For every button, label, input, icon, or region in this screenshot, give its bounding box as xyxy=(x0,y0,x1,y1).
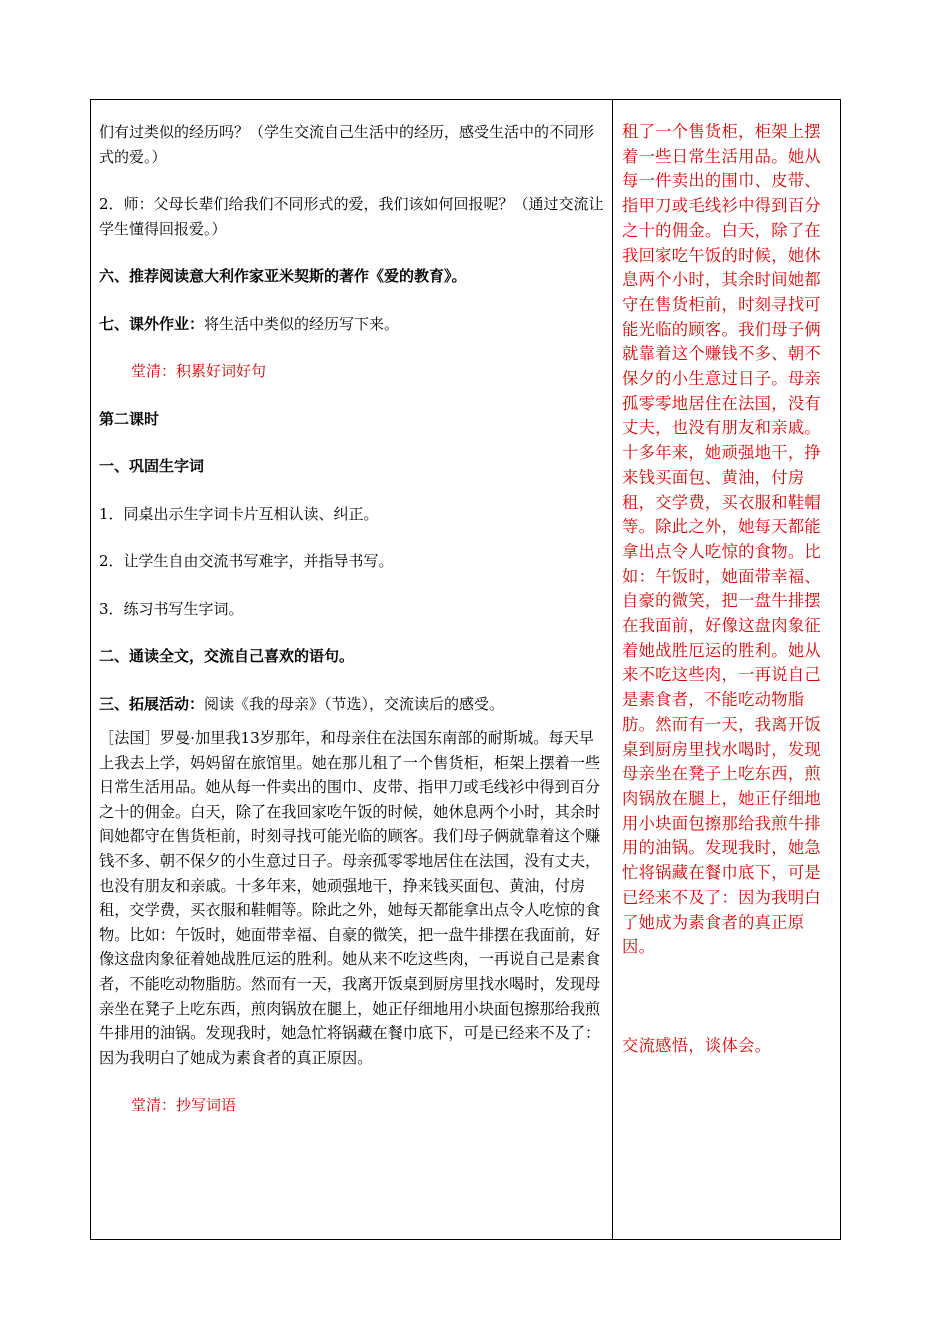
teaching-process-column xyxy=(99,120,605,1118)
right-passage: 租了一个售货柜，柜架上摆着一些日常生活用品。她从每一件卖出的围巾、皮带、指甲刀或毛线衫中得到百分之十的佣金。白天，除了在我回家吃午饭的时候，她休息两个小时，其余时间她都守在售货柜前，时刻寻找可能光临的顾客。我们母子俩就靠着这个赚钱不多、朝不保夕的小生意过日子。母亲孤零零地居住在法国，没有丈夫，也没有朋友和亲戚。十多年来，她顽强地干，挣来钱买面包、黄油，付房租，交学费，买衣服和鞋帽等。除此之外，她每天都能拿出点令人吃惊的食物。比如：午饭时，她面带幸福、自豪的微笑，把一盘牛排摆在我面前，好像这盘肉象征着她战胜厄运的胜利。她从来不吃这些肉，一再说自己是素食者，不能吃动物脂肪。然而有一天，我离开饭桌到厨房里找水喝时，发现母亲坐在凳子上吃东西，煎肉锅放在腿上，她正仔细地用小块面包擦那给我煎牛排用的油锅。发现我时，她急忙将锅藏在餐巾底下，可是已经来不及了：因为我明白了她成为素食者的真正原因。 xyxy=(622,122,821,957)
step-difficult-chars: 2．让学生自由交流书写难字，并指导书写。 xyxy=(99,552,394,570)
homework-heading: 七、课外作业： xyxy=(99,314,205,333)
reading-passage: ［法国］罗曼·加里我13岁那年，和母亲住在法国东南部的耐斯城。每天早上我去上学，妈妈留在旅馆里。她在那儿租了一个售货柜，柜架上摆着一些日常生活用品。她从每一件卖出的围巾、皮带、指甲刀或毛线衫中得到百分之十的佣金。白天，除了在我回家吃午饭的时候，她休息两个小时，其余时间她都守在售货柜前，时刻寻找可能光临的顾客。我们母子俩就靠着这个赚钱不多、朝不保夕的小生意过日子。母亲孤零零地居住在法国，没有丈夫，也没有朋友和亲戚。十多年来，她顽强地干，挣来钱买面包、黄油，付房租，交学费，买衣服和鞋帽等。除此之外，她每天都能拿出点令人吃惊的食物。比如：午饭时，她面带幸福、自豪的微笑，把一盘牛排摆在我面前，好像这盘肉象征着她战胜厄运的胜利。她从来不吃这些肉，一再说自己是素食者，不能吃动物脂肪。然而有一天，我离开饭桌到厨房里找水喝时，发现母亲坐在凳子上吃东西，煎肉锅放在腿上，她正仔细地用小块面包擦那给我煎牛排用的油锅。发现我时，她急忙将锅藏在餐巾底下，可是已经来不及了：因为我明白了她成为素食者的真正原因。 xyxy=(99,729,601,1067)
right-note: 交流感悟，谈体会。 xyxy=(622,1035,772,1055)
step-card-reading: 1．同桌出示生字词卡片互相认读、纠正。 xyxy=(99,504,379,523)
section-read-full-text: 二、通读全文，交流自己喜欢的语句。 xyxy=(99,647,355,665)
class-check-1: 堂清：积累好词好句 xyxy=(131,362,267,380)
extension-heading: 三、拓展活动： xyxy=(99,694,205,713)
class-check-2: 堂清：抄写词语 xyxy=(131,1096,237,1115)
homework-text: 将生活中类似的经历写下来。 xyxy=(204,314,400,333)
column-divider xyxy=(612,99,613,1240)
extension-text: 阅读《我的母亲》（节选），交流读后的感受。 xyxy=(204,694,505,713)
lesson-two-title: 第二课时 xyxy=(99,409,160,428)
paragraph-experience: 们有过类似的经历吗？（学生交流自己生活中的经历，感受生活中的不同形式的爱。） xyxy=(99,123,595,166)
section-extension-activity xyxy=(99,692,605,717)
section-homework xyxy=(99,312,605,337)
paragraph-repay-love: 2．师：父母长辈们给我们不同形式的爱，我们该如何回报呢？（通过交流让学生懂得回报爱。） xyxy=(99,195,604,238)
section-recommend-reading: 六、推荐阅读意大利作家亚米契斯的著作《爱的教育》。 xyxy=(99,267,467,285)
section-consolidate-words: 一、巩固生字词 xyxy=(99,457,205,475)
student-activity-column xyxy=(622,120,828,1059)
step-practice-writing: 3．练习书写生字词。 xyxy=(99,599,244,618)
